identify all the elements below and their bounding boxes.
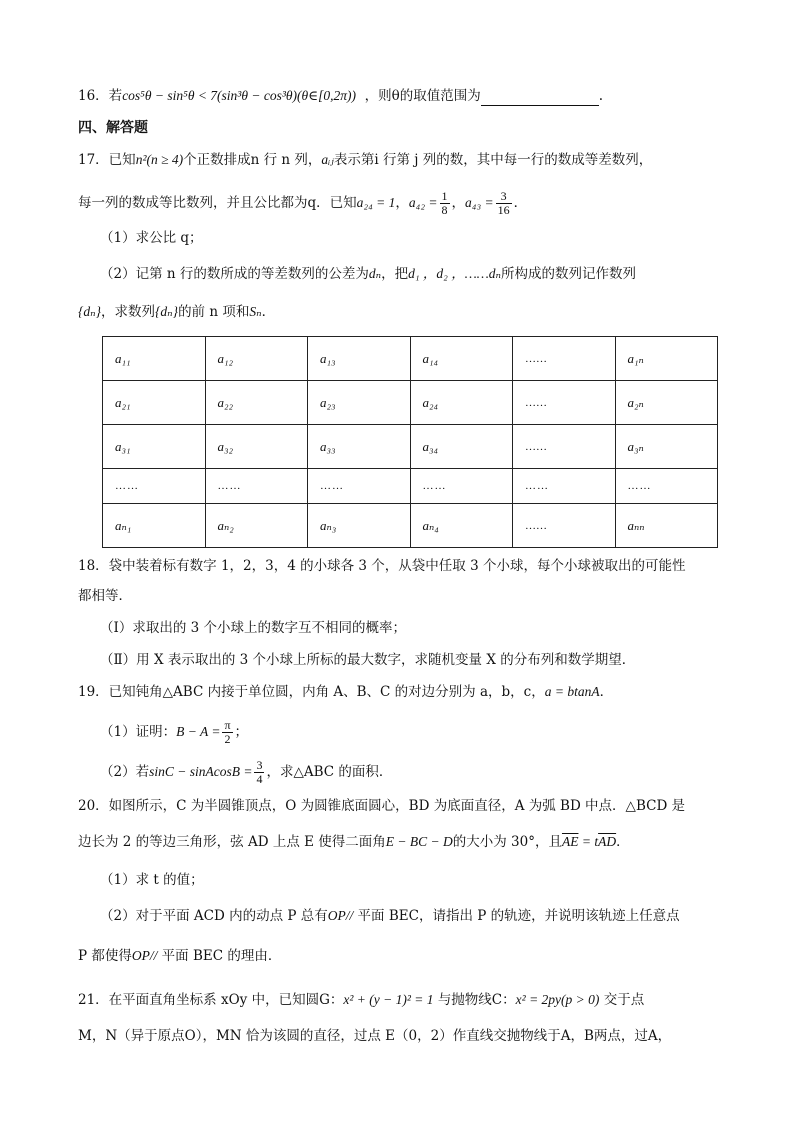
table-cell: aₙ₄ <box>410 504 513 548</box>
question-21-line-2: M，N（异于原点O），MN 恰为该圆的直径，过点 E（0，2）作直线交抛物线于A，B两点，过A， <box>78 1028 672 1044</box>
table-cell: …… <box>410 469 513 504</box>
table-row <box>103 381 718 425</box>
question-20-line-1: 20．如图所示，C 为半圆锥顶点，O 为圆锥底面圆心，BD 为底面直径，A 为弧 BD 中点．△BCD 是 <box>78 798 686 814</box>
fraction-3-4: $\frac{3}{4}$ <box>256 758 263 786</box>
table-cell: …… <box>513 337 616 381</box>
table-cell: a₁₃ <box>308 337 411 381</box>
table-row <box>103 337 718 381</box>
table-cell: aₙ₃ <box>308 504 411 548</box>
question-16: 16．若cos⁵θ − sin⁵θ < 7(sin³θ − cos³θ)(θ∈[0,2π)) ，则θ的取值范围为 . <box>78 88 604 104</box>
table-cell: a₁ₙ <box>615 337 718 381</box>
table-cell: …… <box>308 469 411 504</box>
question-20-part-1: （1）求 t 的值； <box>100 872 204 888</box>
table-cell: …… <box>513 469 616 504</box>
table-cell: a₂ₙ <box>615 381 718 425</box>
table-cell: a₃₄ <box>410 425 513 469</box>
table-cell: a₂₂ <box>205 381 308 425</box>
table-cell: a₁₂ <box>205 337 308 381</box>
table-cell: a₁₁ <box>103 337 206 381</box>
question-18-line-1: 18．袋中装着标有数字 1，2，3，4 的小球各 3 个，从袋中任取 3 个小球，每个小球被取出的可能性 <box>78 558 686 574</box>
table-cell: a₁₄ <box>410 337 513 381</box>
matrix-table <box>102 336 718 548</box>
table-cell: a₂₁ <box>103 381 206 425</box>
table-cell: a₃₁ <box>103 425 206 469</box>
q16-inequality: cos⁵θ − sin⁵θ < 7(sin³θ − cos³θ)(θ∈[0,2π)) <box>122 88 357 103</box>
question-20-line-5: P 都使得OP// 平面 BEC 的理由． <box>78 948 282 964</box>
table-cell: a₂₄ <box>410 381 513 425</box>
table-row <box>103 469 718 504</box>
question-19-line-1: 19．已知钝角△ABC 内接于单位圆，内角 A、B、C 的对边分别为 a，b，c，a = btanA． <box>78 684 614 700</box>
table-cell: a₂₃ <box>308 381 411 425</box>
table-cell: …… <box>103 469 206 504</box>
section-title: 四、解答题 <box>78 120 148 136</box>
table-cell: …… <box>513 504 616 548</box>
table-cell: …… <box>205 469 308 504</box>
question-17-line-1: 17．已知n²(n ≥ 4)个正数排成n 行 n 列，aᵢⱼ表示第i 行第 j 列的数，其中每一行的数成等差数列， <box>78 152 653 168</box>
answer-blank <box>481 91 599 106</box>
fraction-1-8: $\frac{1}{8}$ <box>441 190 448 217</box>
table-cell: aₙ₂ <box>205 504 308 548</box>
question-18-part-2: （Ⅱ）用 X 表示取出的 3 个小球上所标的最大数字，求随机变量 X 的分布列和数学期望． <box>100 652 636 668</box>
question-19-part-1: （1）证明：B − A = $\frac{\pi}{2}$ ； <box>100 718 249 746</box>
table-cell: a₃₂ <box>205 425 308 469</box>
fraction-3-16: $\frac{3}{16}$ <box>497 190 510 217</box>
question-18-part-1: （Ⅰ）求取出的 3 个小球上的数字互不相同的概率； <box>100 620 407 636</box>
question-20-line-2: 边长为 2 的等边三角形，弦 AD 上点 E 使得二面角E − BC − D的大小为 30°，且$\overline{AE} = t\overline{AD}$． <box>78 834 630 850</box>
table-cell: …… <box>615 469 718 504</box>
question-17-part-1: （1）求公比 q； <box>100 230 203 246</box>
table-cell: aₙ₁ <box>103 504 206 548</box>
table-row <box>103 425 718 469</box>
table-cell: a₃₃ <box>308 425 411 469</box>
question-19-part-2: （2）若sinC − sinAcosB = $\frac{3}{4}$ ，求△ABC 的面积． <box>100 758 393 786</box>
question-18-line-2: 都相等． <box>78 588 132 604</box>
question-17-line-2: 每一列的数成等比数列，并且公比都为q．已知a₂₄ = 1，a₄₂ = $\frac{1}{8}$ ，a₄₃ = $\frac{3}{16}$ ． <box>78 190 528 217</box>
table-cell: a₃ₙ <box>615 425 718 469</box>
table-cell: …… <box>513 381 616 425</box>
question-17-line-3: {dₙ}，求数列{dₙ}的前 n 项和Sₙ． <box>78 304 276 320</box>
question-17-part-2: （2）记第 n 行的数所成的等差数列的公差为dₙ，把d₁ ，d₂ ，……dₙ所构成的数列记作数列 <box>100 266 636 282</box>
table-cell: …… <box>513 425 616 469</box>
table-row <box>103 504 718 548</box>
question-20-part-2: （2）对于平面 ACD 内的动点 P 总有OP// 平面 BEC，请指出 P 的轨迹，并说明该轨迹上任意点 <box>100 908 680 924</box>
question-21-line-1: 21．在平面直角坐标系 xOy 中，已知圆G：x² + (y − 1)² = 1 与抛物线C：x² = 2py(p > 0) 交于点 <box>78 992 645 1008</box>
table-cell: aₙₙ <box>615 504 718 548</box>
fraction-pi-2: $\frac{\pi}{2}$ <box>224 718 231 746</box>
